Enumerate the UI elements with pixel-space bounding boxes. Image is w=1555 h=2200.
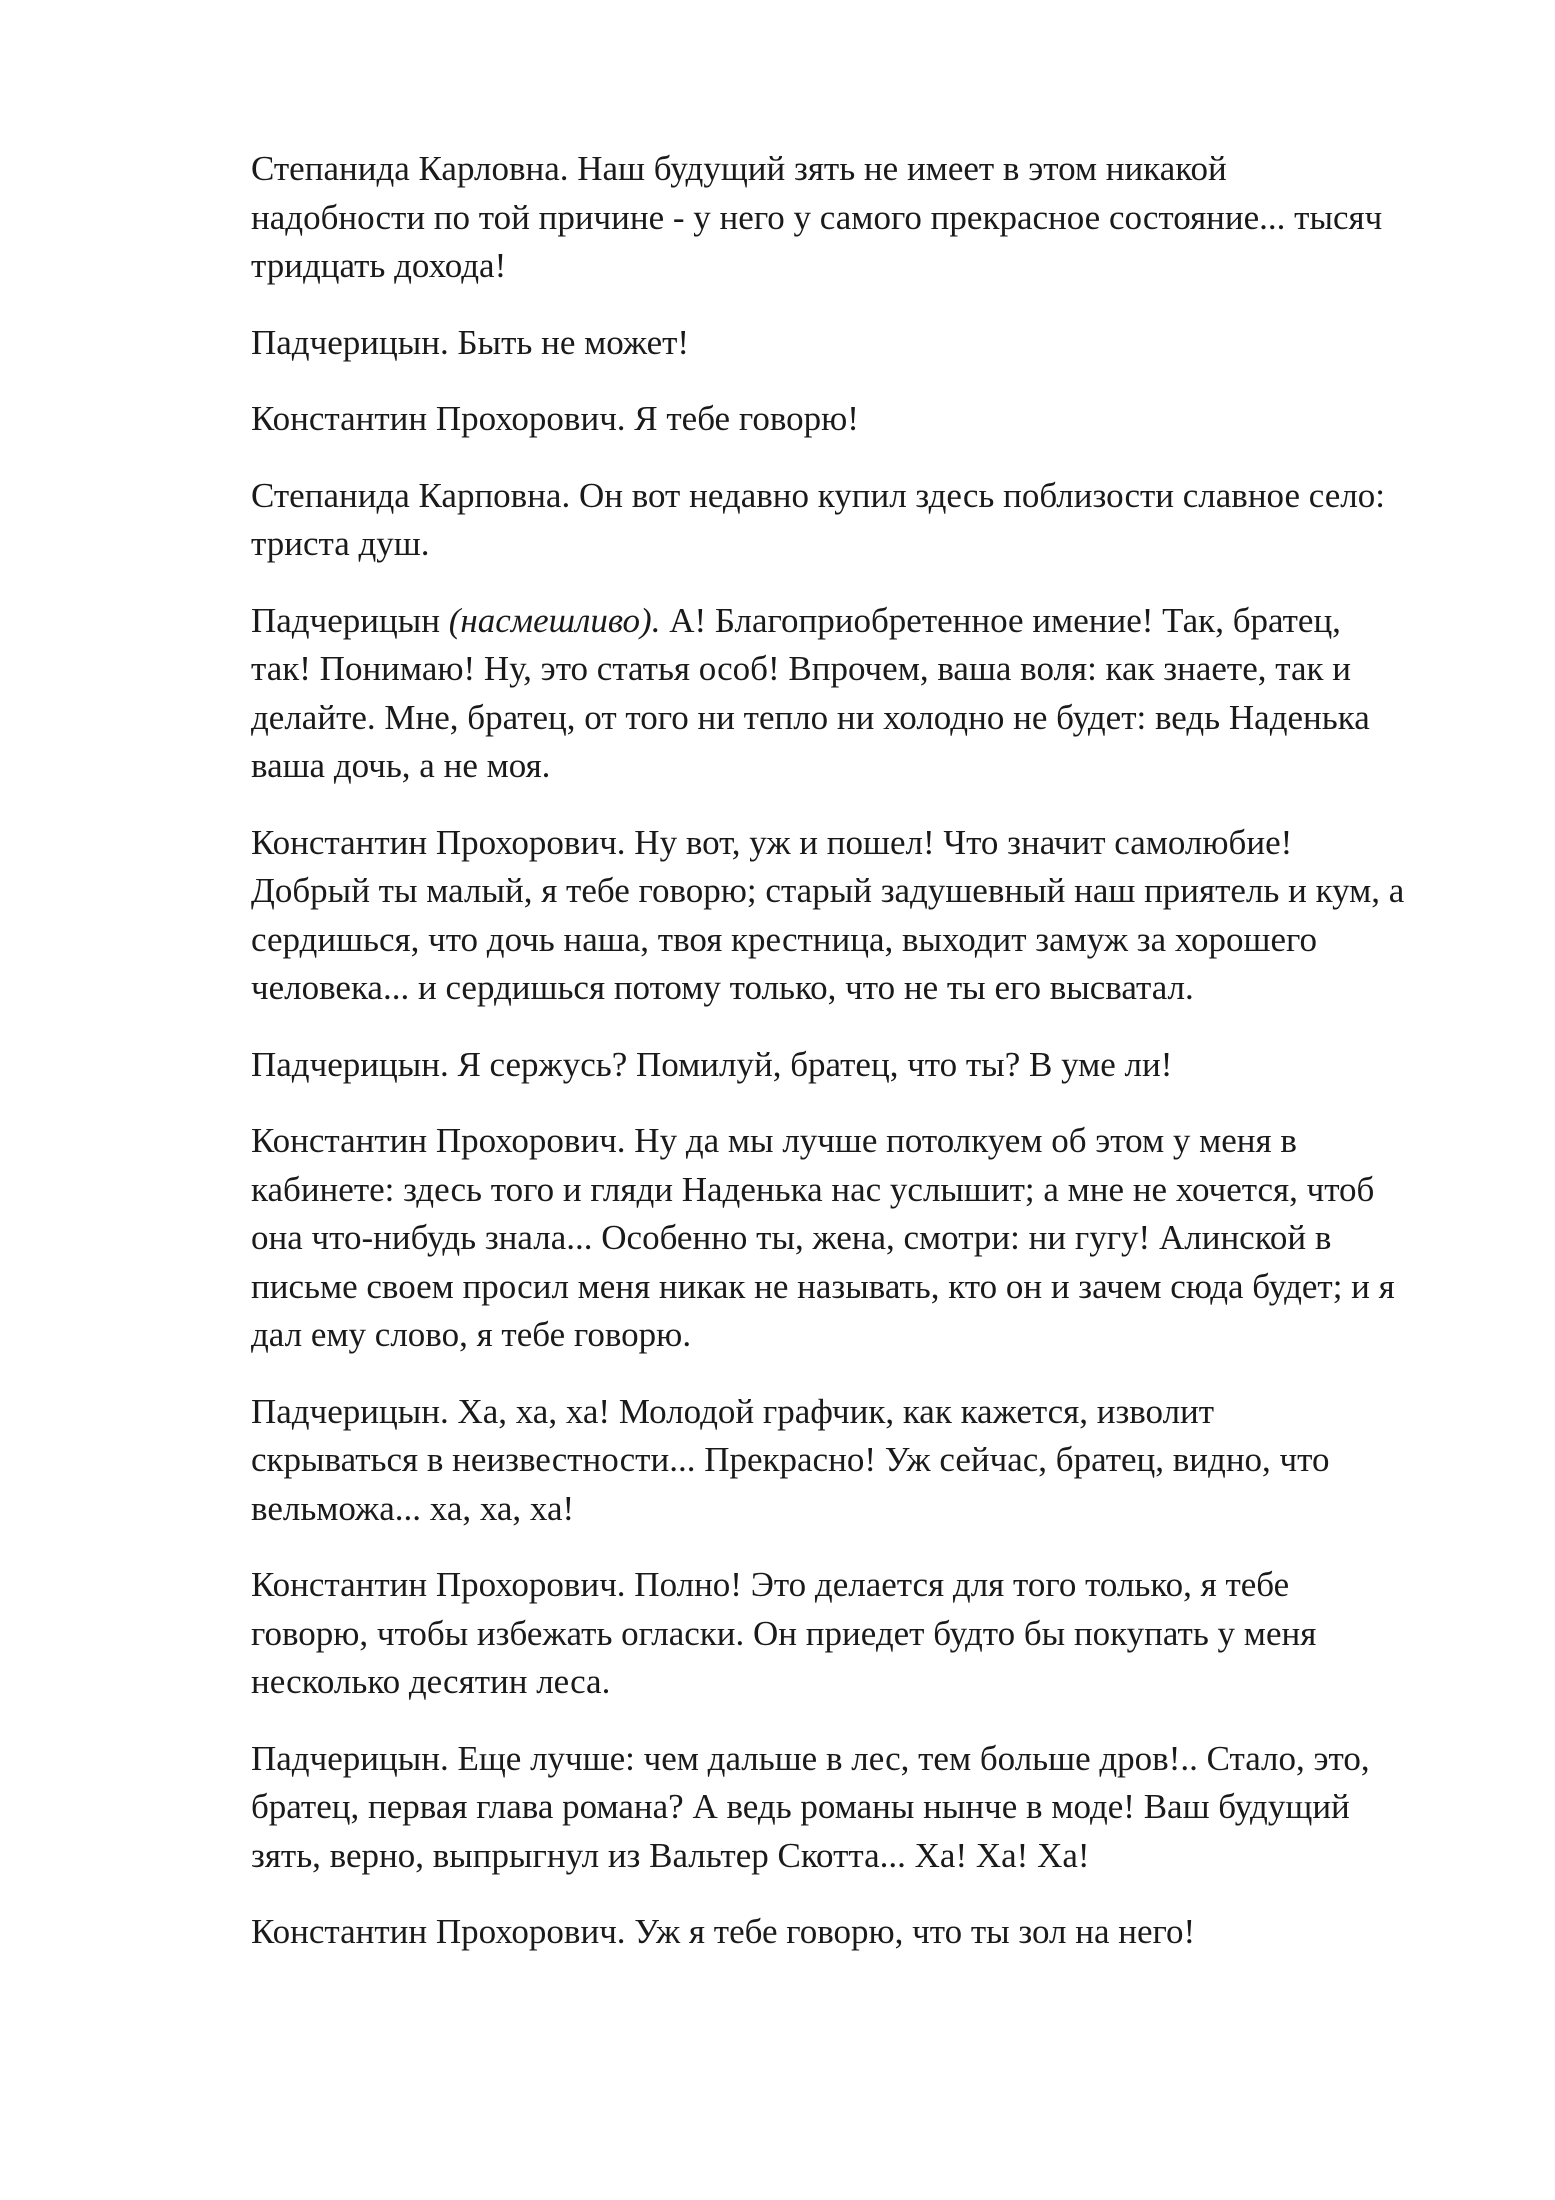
line-rest: А! Благоприобретенное имение! Так, братец, — [660, 600, 1341, 640]
text-line: Константин Прохорович. Я тебе говорю! — [251, 399, 859, 438]
paragraph-12 — [223, 1908, 1463, 1957]
text-line: Степанида Карловна. Наш будущий зять не имеет в этом никакой — [251, 149, 1227, 188]
text-line: Падчерицын. Я сержусь? Помилуй, братец, что ты? В уме ли! — [251, 1044, 1173, 1084]
text-line — [223, 597, 1463, 646]
paragraph-6 — [223, 819, 1463, 1013]
text-line: кабинете: здесь того и гляди Наденька нас услышит; а мне не хочется, чтоб — [251, 1169, 1375, 1209]
text-line: братец, первая глава романа? А ведь романы нынче в моде! Ваш будущий — [251, 1787, 1350, 1826]
text-line: Константин Прохорович. Ну вот, уж и пошел! Что значит самолюбие! — [251, 822, 1293, 862]
text-line: скрываться в неизвестности... Прекрасно! Уж сейчас, братец, видно, что — [251, 1440, 1330, 1479]
text-line: она что-нибудь знала... Особенно ты, жена, смотри: ни гугу! Алинской в — [251, 1218, 1332, 1257]
paragraph-8 — [223, 1117, 1463, 1360]
text-line: дал ему слово, я тебе говорю. — [251, 1315, 692, 1354]
text-line: триста душ. — [251, 524, 430, 563]
text-line: письме своем просил меня никак не называть, кто он и зачем сюда будет; и я — [251, 1266, 1395, 1306]
paragraph-7 — [223, 1041, 1463, 1090]
speaker-name: Падчерицын — [251, 600, 449, 640]
paragraph-9 — [223, 1388, 1463, 1534]
paragraph-10 — [223, 1561, 1463, 1707]
document-text — [223, 145, 1463, 1985]
paragraph-1 — [223, 145, 1463, 291]
text-line: Падчерицын. Быть не может! — [251, 322, 690, 362]
text-line: Добрый ты малый, я тебе говорю; старый задушевный наш приятель и кум, а — [251, 871, 1405, 910]
text-line: несколько десятин леса. — [251, 1662, 611, 1701]
text-line: Степанида Карповна. Он вот недавно купил здесь поблизости славное село: — [251, 475, 1385, 515]
paragraph-2 — [223, 319, 1463, 368]
text-line: делайте. Мне, братец, от того ни тепло ни холодно не будет: ведь Наденька — [251, 697, 1370, 737]
text-line: Константин Прохорович. Полно! Это делается для того только, я тебе — [251, 1565, 1290, 1604]
text-line: Константин Прохорович. Уж я тебе говорю, что ты зол на него! — [251, 1912, 1196, 1951]
text-line: так! Понимаю! Ну, это статья особ! Впрочем, ваша воля: как знаете, так и — [251, 649, 1352, 688]
text-line: говорю, чтобы избежать огласки. Он приедет будто бы покупать у меня — [251, 1613, 1317, 1653]
text-line: тридцать дохода! — [251, 246, 507, 285]
text-line: надобности по той причине - у него у самого прекрасное состояние... тысяч — [251, 197, 1383, 237]
text-line: сердишься, что дочь наша, твоя крестница, выходит замуж за хорошего — [251, 919, 1318, 959]
text-line: Падчерицын. Еще лучше: чем дальше в лес, тем больше дров!.. Стало, это, — [251, 1738, 1370, 1778]
text-line: зять, верно, выпрыгнул из Вальтер Скотта... Ха! Ха! Ха! — [251, 1835, 1090, 1875]
text-line: ваша дочь, а не моя. — [251, 746, 551, 785]
text-line: Константин Прохорович. Ну да мы лучше потолкуем об этом у меня в — [251, 1121, 1297, 1160]
paragraph-11 — [223, 1735, 1463, 1881]
paragraph-4 — [223, 472, 1463, 569]
paragraph-5 — [223, 597, 1463, 791]
text-line: человека... и сердишься потому только, что не ты его высватал. — [251, 968, 1194, 1007]
text-line: Падчерицын. Ха, ха, ха! Молодой графчик, как кажется, изволит — [251, 1391, 1215, 1431]
paragraph-3 — [223, 395, 1463, 444]
stage-remark: (насмешливо). — [448, 600, 661, 640]
text-line: вельможа... ха, ха, ха! — [251, 1488, 575, 1528]
